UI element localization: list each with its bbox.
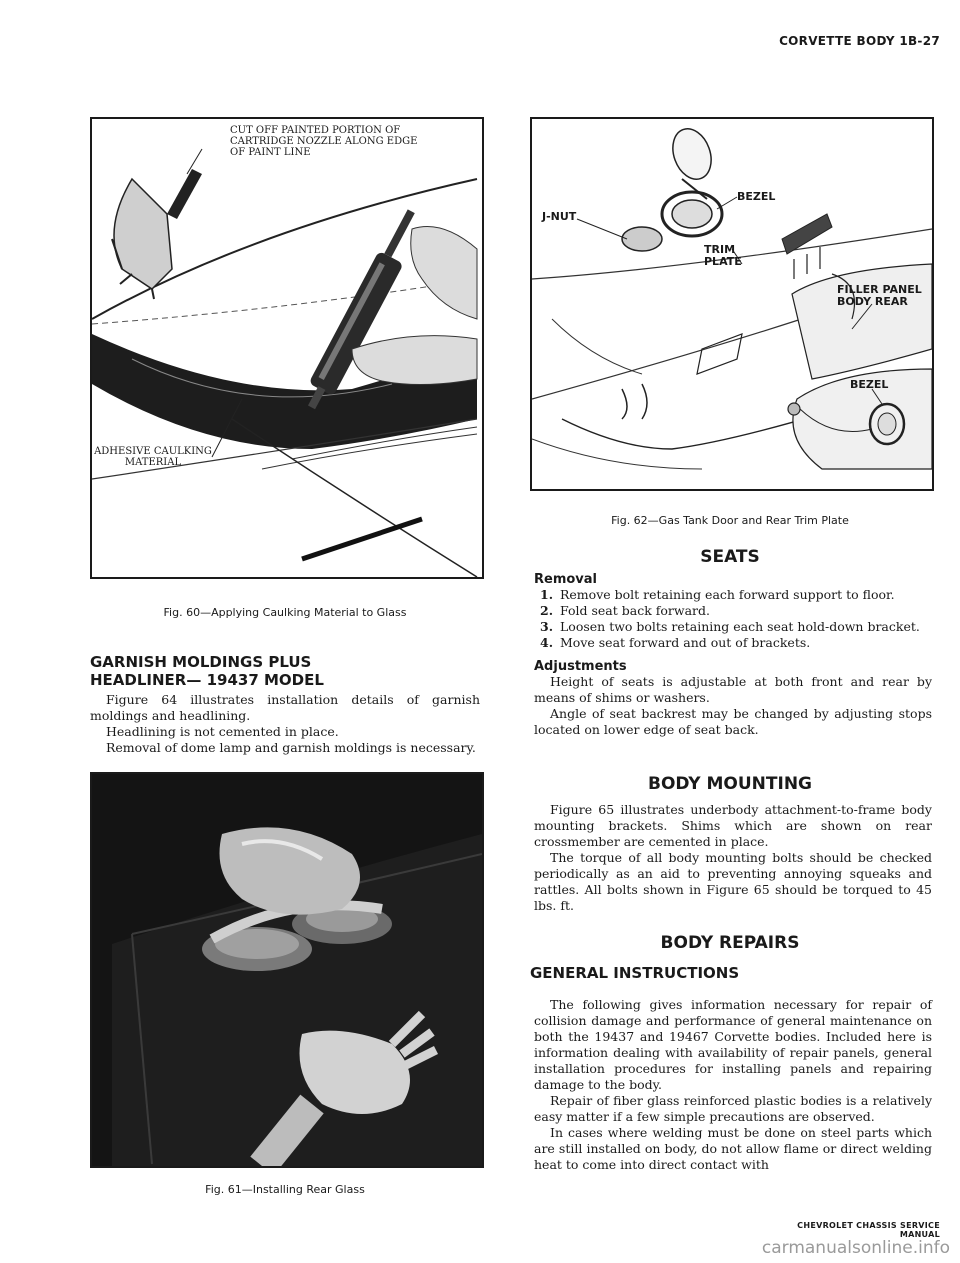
- body-repairs-para-3: In cases where welding must be done on steel parts which are still installed on body, do not allow flame or direct welding heat to come into direct contact with: [534, 1125, 932, 1172]
- removal-step-2: 2. Fold seat back forward.: [540, 603, 710, 618]
- adjustments-para-2: Angle of seat backrest may be changed by adjusting stops located on lower edge of seat back.: [534, 706, 932, 737]
- general-instructions-heading: GENERAL INSTRUCTIONS: [530, 964, 740, 982]
- removal-heading: Removal: [534, 572, 598, 587]
- removal-step-4: 4. Move seat forward and out of brackets.: [540, 635, 811, 650]
- running-head: CORVETTE BODY 1B-27: [779, 34, 940, 48]
- garnish-para-3: Removal of dome lamp and garnish moldings is necessary.: [106, 740, 476, 755]
- body-mounting-para-1: Figure 65 illustrates underbody attachment-to-frame body mounting brackets. Shims which are shown on rear crossmember are cemented in place.: [534, 802, 932, 849]
- removal-step-3: 3. Loosen two bolts retaining each seat hold-down bracket.: [540, 619, 920, 634]
- garnish-body: [90, 692, 480, 756]
- fig62-caption: Fig. 62—Gas Tank Door and Rear Trim Plate: [611, 514, 849, 527]
- fig62-label-bezel-top: BEZEL: [737, 190, 776, 203]
- body-repairs-section: [534, 997, 932, 1173]
- garnish-heading: GARNISH MOLDINGS PLUS HEADLINER— 19437 MODEL: [90, 653, 324, 689]
- body-mounting-section: [534, 802, 932, 914]
- body-repairs-para-1: The following gives information necessary for repair of collision damage and performance of general maintenance on both the 19437 and 19467 Corvette bodies. Included here is information dealing with availability of repair panels, general installation procedures for installing panels and repairing damage to the body.: [534, 997, 932, 1092]
- fig60-label-nozzle: CUT OFF PAINTED PORTION OF CARTRIDGE NOZZLE ALONG EDGE OF PAINT LINE: [230, 125, 418, 158]
- footer-manual-title: CHEVROLET CHASSIS SERVICE MANUAL: [797, 1221, 940, 1239]
- garnish-para-1: Figure 64 illustrates installation details of garnish moldings and headlining.: [90, 692, 480, 723]
- fig62-label-filler-panel: FILLER PANEL BODY REAR: [837, 283, 922, 308]
- fig60-caption: Fig. 60—Applying Caulking Material to Glass: [163, 606, 407, 619]
- figure-61: [90, 772, 484, 1168]
- fig60-label-caulking: ADHESIVE CAULKING MATERIAL: [94, 446, 212, 468]
- figure-60: [90, 117, 484, 579]
- fig61-caption: Fig. 61—Installing Rear Glass: [205, 1183, 365, 1196]
- figure-62: [530, 117, 934, 491]
- fig62-label-trim-plate: TRIM PLATE: [704, 243, 742, 268]
- body-mounting-heading: BODY MOUNTING: [647, 774, 812, 794]
- figure-60-illustration: [92, 119, 482, 577]
- body-mounting-para-2: The torque of all body mounting bolts should be checked periodically as an aid to preventing annoying squeaks and rattles. All bolts shown in Figure 65 should be torqued to 45 lbs. ft.: [534, 850, 932, 913]
- removal-step-1: 1. Remove bolt retaining each forward support to floor.: [540, 587, 895, 602]
- garnish-para-2: Headlining is not cemented in place.: [106, 724, 339, 739]
- adjustments-para-1: Height of seats is adjustable at both front and rear by means of shims or washers.: [534, 674, 932, 705]
- seats-heading: SEATS: [700, 547, 760, 567]
- figure-61-photo: [92, 774, 482, 1166]
- fig62-label-bezel-bottom: BEZEL: [850, 378, 889, 391]
- seats-section: [534, 572, 932, 738]
- body-repairs-heading: BODY REPAIRS: [660, 933, 800, 953]
- adjustments-heading: Adjustments: [534, 659, 627, 674]
- fig62-label-jnut: J-NUT: [542, 210, 577, 223]
- watermark: carmanualsonline.info: [761, 1238, 950, 1258]
- body-repairs-para-2: Repair of fiber glass reinforced plastic bodies is a relatively easy matter if a few simple precautions are observed.: [534, 1093, 932, 1124]
